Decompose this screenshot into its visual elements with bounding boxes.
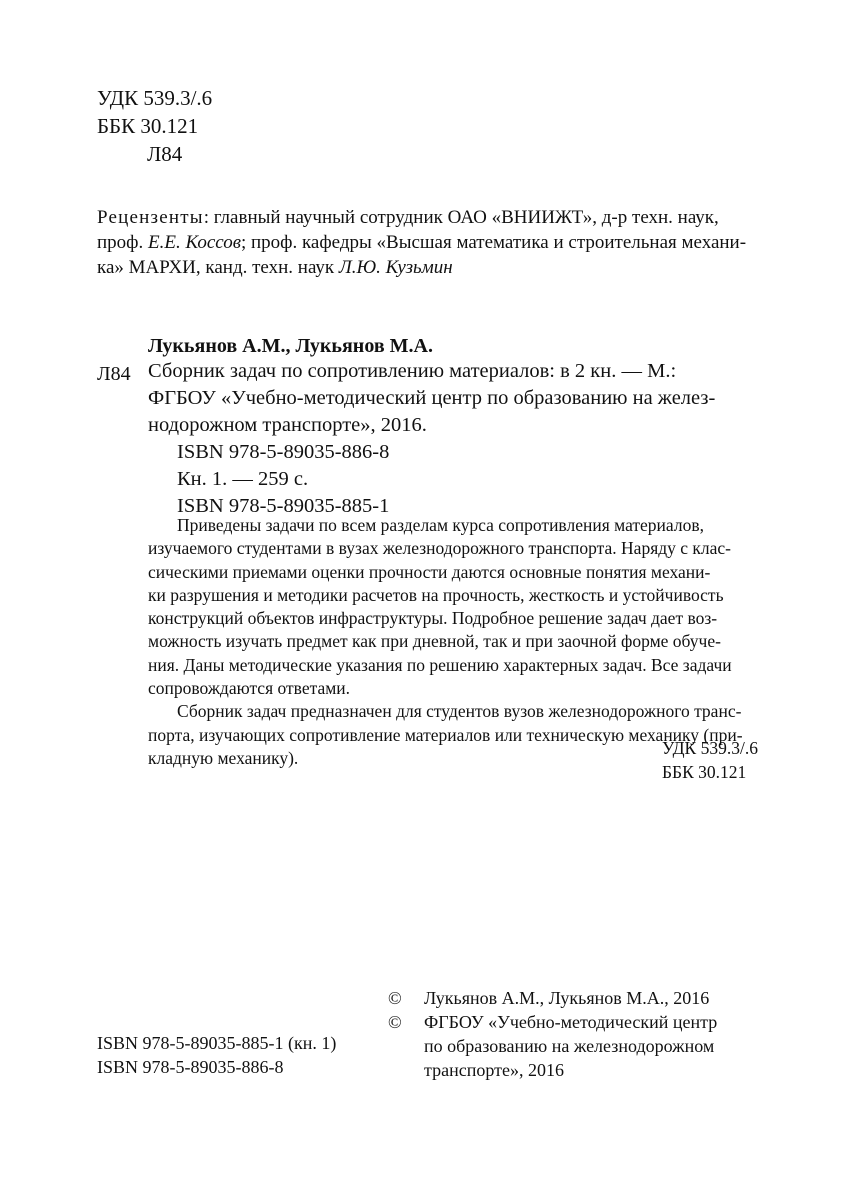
copyright-symbol: © bbox=[388, 988, 402, 1008]
annotation-line: сопровождаются ответами. bbox=[148, 678, 351, 699]
title-line-1-text: Сборник задач по сопротивлению материалов: в 2 кн. — М.: bbox=[148, 360, 677, 382]
annotation-line: конструкций объектов инфраструктуры. Подробное решение задач дает воз- bbox=[148, 608, 718, 629]
annotation-line: порта, изучающих сопротивление материалов или техническую механику (при- bbox=[148, 724, 743, 745]
bbk-code: ББК 30.121 bbox=[97, 114, 199, 138]
reviewers-line-2 bbox=[97, 230, 775, 255]
annotation-line: Приведены задачи по всем разделам курса сопротивления материалов, bbox=[177, 515, 704, 535]
annotation-line: изучаемого студентами в вузах железнодорожного транспорта. Наряду с клас- bbox=[148, 538, 732, 559]
bbk-code-repeat: ББК 30.121 bbox=[662, 761, 747, 782]
reviewers-line-3-text: ка» МАРХИ, канд. техн. наук bbox=[97, 257, 339, 278]
classification-block bbox=[97, 84, 212, 168]
reviewers-line-2-prefix: проф. bbox=[97, 232, 148, 253]
udk-code-repeat: УДК 539.3/.6 bbox=[662, 738, 758, 758]
title-line-3: нодорожном транспорте», 2016. bbox=[148, 414, 427, 436]
classification-repeat bbox=[662, 737, 758, 784]
copyright-line-3: по образованию на железнодорожном bbox=[424, 1036, 715, 1056]
reviewers-label: Рецензенты bbox=[97, 207, 204, 228]
reviewers-line-1-text: : главный научный сотрудник ОАО «ВНИИЖТ», д-р техн. наук, bbox=[203, 207, 719, 228]
annotation-line: кладную механику). bbox=[148, 747, 299, 768]
title-line-2: ФГБОУ «Учебно-методический центр по образованию на желез- bbox=[148, 387, 716, 409]
reviewers-line-1 bbox=[97, 205, 775, 230]
reviewer-name-2: Л.Ю. Кузьмин bbox=[338, 257, 453, 278]
copyright-block bbox=[388, 986, 717, 1082]
copyright-line-4: транспорте», 2016 bbox=[424, 1060, 564, 1080]
copyright-line-1 bbox=[388, 986, 717, 1010]
udk-code: УДК 539.3/.6 bbox=[97, 86, 213, 110]
reviewers-block bbox=[97, 205, 775, 280]
isbn-bottom-line-2: ISBN 978-5-89035-886-8 bbox=[97, 1057, 284, 1077]
bibliographic-description bbox=[148, 358, 774, 520]
annotation-line: сическими приемами оценки прочности даются основные понятия механи- bbox=[148, 561, 711, 582]
authors-heading: Лукьянов А.М., Лукьянов М.А. bbox=[148, 335, 433, 357]
reviewers-line-3 bbox=[97, 255, 775, 280]
copyright-publisher: ФГБОУ «Учебно-методический центр bbox=[424, 1012, 718, 1032]
copyright-symbol: © bbox=[388, 1012, 402, 1032]
volume-info: Кн. 1. — 259 с. bbox=[177, 468, 309, 490]
annotation bbox=[148, 514, 774, 770]
reviewer-name-1: Е.Е. Коссов bbox=[147, 232, 241, 253]
isbn-bottom-block bbox=[97, 1031, 336, 1079]
reviewers-line-2-text: ; проф. кафедры «Высшая математика и строительная механи- bbox=[240, 232, 747, 253]
copyright-authors: Лукьянов А.М., Лукьянов М.А., 2016 bbox=[424, 988, 710, 1008]
isbn-volume: ISBN 978-5-89035-885-1 bbox=[177, 495, 390, 517]
annotation-line: ки разрушения и методики расчетов на прочность, жесткость и устойчивость bbox=[148, 584, 724, 605]
isbn-set: ISBN 978-5-89035-886-8 bbox=[177, 441, 390, 463]
author-mark: Л84 bbox=[147, 142, 183, 166]
isbn-bottom-line-1: ISBN 978-5-89035-885-1 (кн. 1) bbox=[97, 1033, 337, 1053]
title-line-1 bbox=[148, 358, 774, 385]
annotation-line: можность изучать предмет как при дневной, так и при заочной форме обуче- bbox=[148, 631, 721, 652]
copyright-line-2 bbox=[388, 1010, 717, 1034]
annotation-line: ния. Даны методические указания по решению характерных задач. Все задачи bbox=[148, 654, 732, 675]
annotation-line: Сборник задач предназначен для студентов вузов железнодорожного транс- bbox=[177, 701, 742, 722]
entry-author-mark: Л84 bbox=[97, 363, 131, 385]
